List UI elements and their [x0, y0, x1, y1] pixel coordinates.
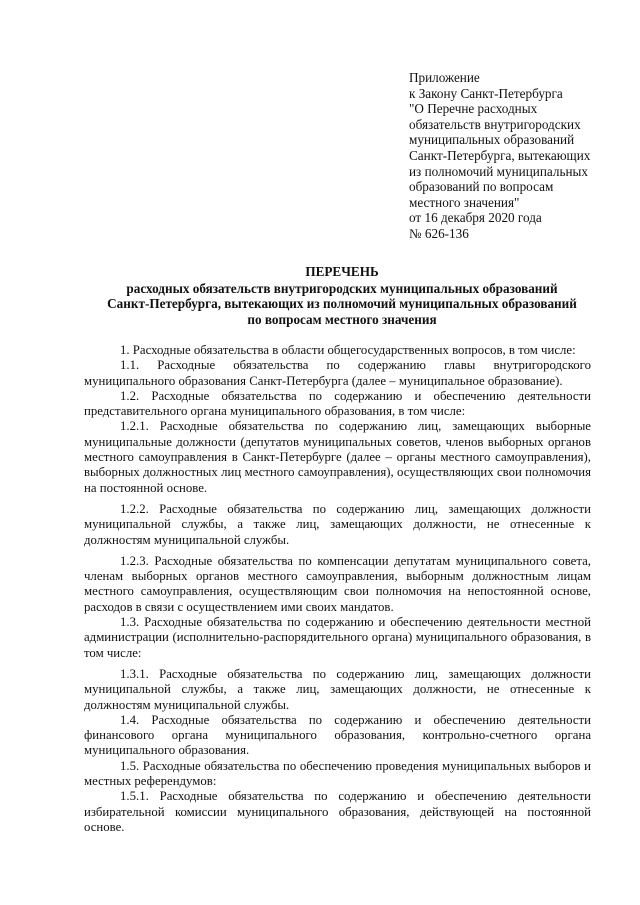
appendix-line: из полномочий муниципальных [409, 163, 588, 179]
document-body [84, 343, 591, 835]
title-line: Санкт-Петербурга, вытекающих из полномочий муниципальных образований [107, 296, 577, 311]
appendix-line: Приложение [409, 70, 480, 85]
paragraph-1-2-2: 1.2.2. Расходные обязательства по содержанию лиц, замещающих должности муниципальной службы, а также лиц, замещающих должности, не отнесенные к должностям муниципальной службы. [84, 501, 591, 547]
title-line: расходных обязательств внутригородских муниципальных образований [126, 280, 558, 296]
paragraph-1-5: 1.5. Расходные обязательства по обеспечению проведения муниципальных выборов и местных референдумов: [84, 758, 591, 789]
appendix-line: обязательств внутригородских [409, 116, 581, 132]
appendix-line: муниципальных образований [409, 132, 575, 148]
appendix-law-number: № 626-136 [409, 225, 469, 241]
paragraph-1: 1. Расходные обязательства в области общегосударственных вопросов, в том числе: [120, 343, 576, 357]
appendix-line: местного значения" [409, 194, 520, 210]
title-heading: ПЕРЕЧЕНЬ [305, 264, 379, 279]
paragraph-1-2-1: 1.2.1. Расходные обязательства по содержанию лиц, замещающих выборные муниципальные должности (депутатов муниципальных советов, членов выборных органов местного самоуправления в Санкт-Петербурге (далее – органы местного самоуправления), выборных должностных лиц местного самоуправления), осуществляющих свои полномочия на постоянной основе. [84, 419, 591, 495]
paragraph-1-3-1: 1.3.1. Расходные обязательства по содержанию лиц, замещающих должности муниципальной службы, а также лиц, замещающих должности, не отнесенные к должностям муниципальной службы. [84, 666, 591, 712]
paragraph-1-3: 1.3. Расходные обязательства по содержанию и обеспечению деятельности местной администрации (исполнительно-распорядительного органа) муниципального образования, в том числе: [84, 615, 591, 660]
paragraph-1-2-3: 1.2.3. Расходные обязательства по компенсации депутатам муниципального совета, членам выборных органов местного самоуправления, выборным должностным лицам местного самоуправления, осуществляющим свои полномочия на непостоянной основе, расходов в связи с осуществлением ими своих мандатов. [84, 553, 591, 614]
paragraph-1-5-1: 1.5.1. Расходные обязательства по содержанию и обеспечению деятельности избирательной комиссии муниципального образования, действующей на постоянной основе. [84, 789, 591, 834]
appendix-date: от 16 декабря 2020 года [409, 210, 542, 226]
appendix-line: Санкт-Петербурга, вытекающих [409, 147, 591, 163]
appendix-line: "О Перечне расходных [409, 101, 538, 117]
appendix-header [409, 70, 619, 242]
appendix-line: образований по вопросам [409, 179, 554, 195]
appendix-line: к Закону Санкт-Петербурга [409, 85, 563, 101]
paragraph-1-2: 1.2. Расходные обязательства по содержанию и обеспечению деятельности представительного органа муниципального образования, в том числе: [84, 388, 591, 419]
document-title [80, 264, 604, 327]
paragraph-1-4: 1.4. Расходные обязательства по содержанию и обеспечению деятельности финансового органа муниципального образования, контрольно-счетного органа муниципального образования. [84, 712, 591, 758]
title-line: по вопросам местного значения [247, 311, 437, 327]
paragraph-1-1: 1.1. Расходные обязательства по содержанию главы внутригородского муниципального образования Санкт-Петербурга (далее – муниципальное образование). [84, 358, 591, 388]
